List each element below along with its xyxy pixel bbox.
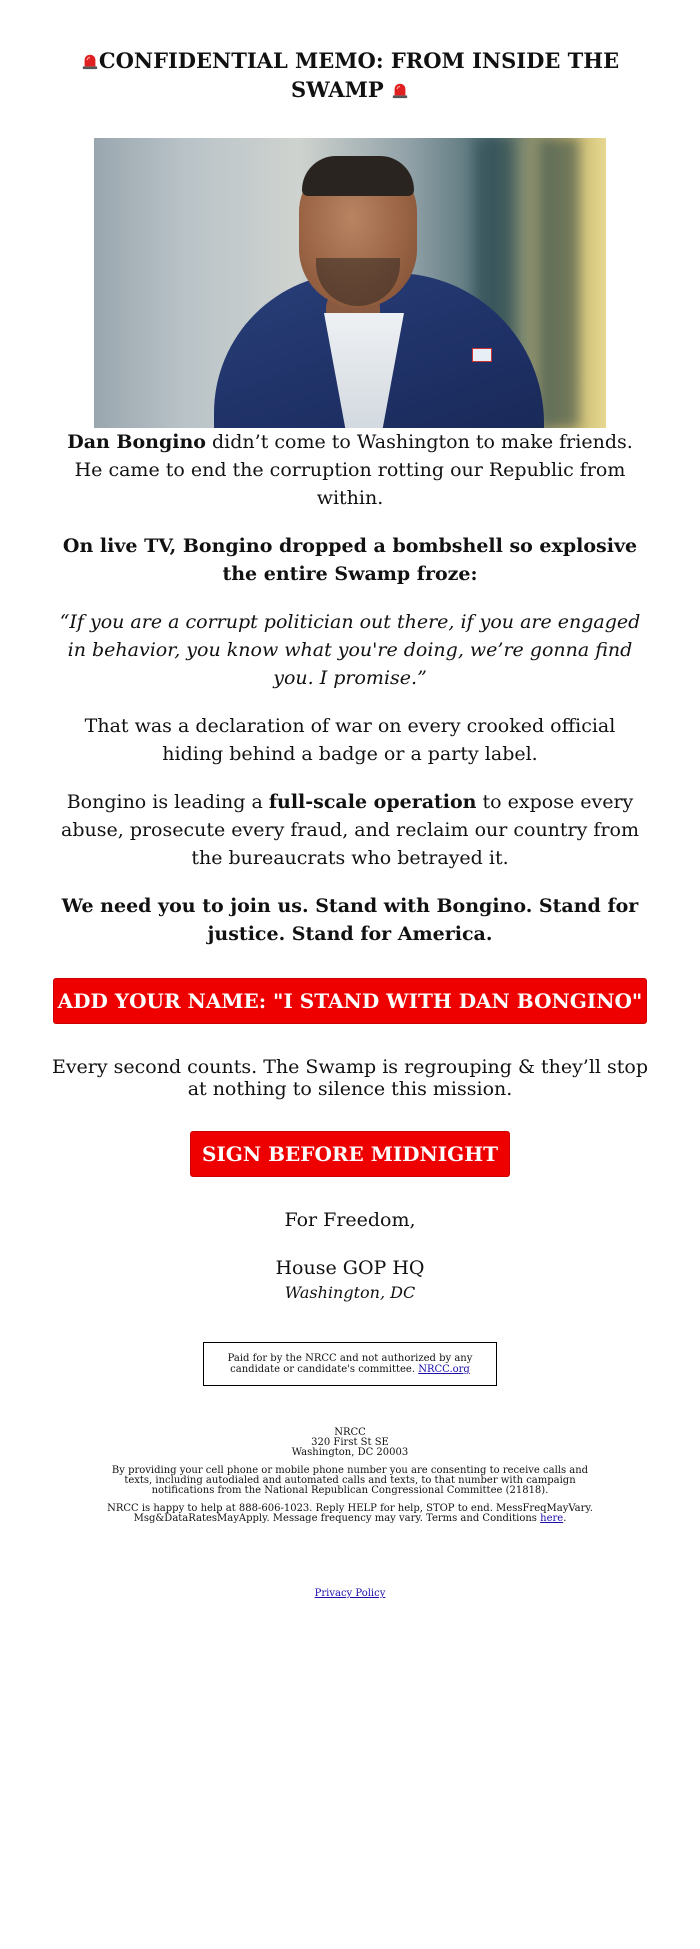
memo-body <box>0 428 700 948</box>
urgency-text: Every second counts. The Swamp is regrouping & they’ll stop at nothing to silence this mission. <box>51 1056 649 1100</box>
terms-link[interactable]: here <box>540 1513 564 1524</box>
footer-address-line1: 320 First St SE <box>311 1437 389 1448</box>
intro-rest: didn’t come to Washington to make friends. He came to end the corruption rotting our Republic from within. <box>74 431 633 509</box>
intro-paragraph <box>58 428 642 512</box>
footer-help-text: NRCC is happy to help at 888-606-1023. Reply HELP for help, STOP to end. MessFreqMayVary. Msg&DataRatesMayApply. Message frequency may vary. Terms and Conditions <box>107 1503 593 1524</box>
footer-help-end: . <box>563 1513 567 1524</box>
quote-paragraph: “If you are a corrupt politician out there, if you are engaged in behavior, you know what you're doing, we’re gonna find you. I promise.” <box>59 611 641 689</box>
footer-consent: By providing your cell phone or mobile phone number you are consenting to receive calls and texts, including autodialed and automated calls and texts, to that number with campaign notifications from the National Republican Congressional Committee (21818). <box>111 1465 589 1496</box>
footer <box>0 1428 700 1524</box>
photo-hair <box>302 156 414 196</box>
declaration-paragraph: That was a declaration of war on every crooked official hiding behind a badge or a party label. <box>84 715 616 765</box>
lapel-pin-icon <box>472 348 492 362</box>
add-your-name-button[interactable]: ADD YOUR NAME: "I STAND WITH DAN BONGINO" <box>53 978 647 1024</box>
sign-before-midnight-button[interactable]: SIGN BEFORE MIDNIGHT <box>190 1131 510 1177</box>
privacy-policy-link[interactable]: Privacy Policy <box>314 1588 386 1599</box>
privacy-policy <box>0 1588 700 1599</box>
join-paragraph: We need you to join us. Stand with Bongino. Stand for justice. Stand for America. <box>61 895 639 945</box>
signature-location: Washington, DC <box>284 1283 416 1302</box>
nrcc-link[interactable]: NRCC.org <box>418 1364 470 1375</box>
footer-address-line2: Washington, DC 20003 <box>291 1447 409 1458</box>
footer-org: NRCC <box>334 1427 366 1438</box>
signature-name: House GOP HQ <box>275 1257 425 1279</box>
bombshell-paragraph: On live TV, Bongino dropped a bombshell so explosive the entire Swamp froze: <box>62 535 638 585</box>
police-siren-icon <box>391 81 409 99</box>
operation-end: to expose every abuse, prosecute every fraud, and reclaim our country from the bureaucrats who betrayed it. <box>61 791 639 869</box>
police-siren-icon <box>81 52 99 70</box>
disclaimer-text: Paid for by the NRCC and not authorized by any candidate or candidate's committee. <box>227 1353 473 1375</box>
operation-paragraph <box>58 788 642 872</box>
headline-text: CONFIDENTIAL MEMO: FROM INSIDE THE SWAMP <box>98 48 620 102</box>
hero-photo <box>94 138 606 428</box>
closing: For Freedom, <box>284 1209 416 1231</box>
paid-for-disclaimer <box>203 1342 497 1386</box>
operation-start: Bongino is leading a <box>66 791 269 813</box>
intro-name: Dan Bongino <box>67 431 206 453</box>
operation-bold: full-scale operation <box>268 791 477 813</box>
photo-background-pillar <box>539 138 579 428</box>
headline <box>0 0 700 104</box>
footer-help <box>100 1504 600 1524</box>
